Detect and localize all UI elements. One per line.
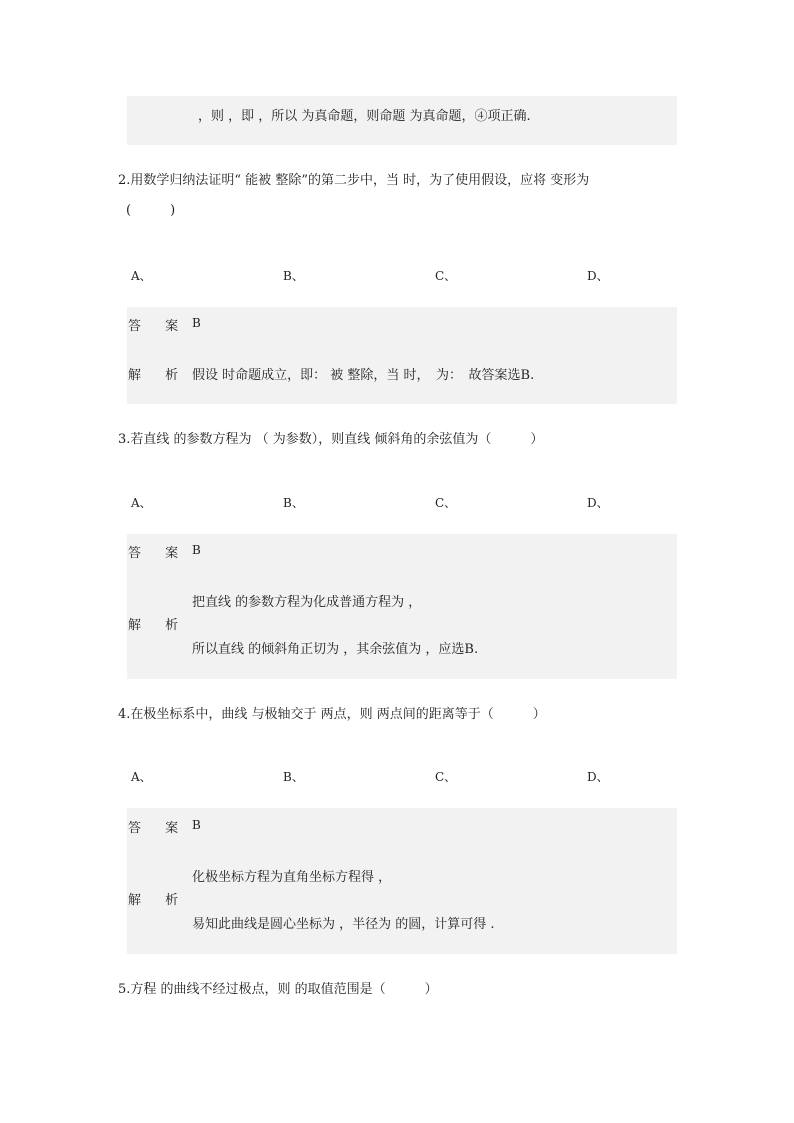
q5-stem-line1: 5.方程 的曲线不经过极点，则 的取值范围是（ ） [118,982,438,997]
q2-analysis-label: 解 析 [128,368,189,383]
q2-option-d[interactable]: D、 [587,269,609,283]
q3-stem-line1: 3.若直线 的参数方程为 （ 为参数），则直线 倾斜角的余弦值为（ ） [118,432,544,447]
q2-option-a[interactable]: A、 [131,269,152,283]
q2-stem-line1: 2.用数学归纳法证明“ 能被 整除”的第二步中，当 时，为了使用假设，应将 变形为 [118,173,590,188]
q2-answer-value: B [192,316,201,330]
q4-analysis-label: 解 析 [128,893,189,908]
q3-analysis-line2: 所以直线 的倾斜角正切为 ，其余弦值为 ，应选B. [192,642,479,657]
q3-option-d[interactable]: D、 [587,496,609,510]
q2-option-c[interactable]: C、 [435,269,457,283]
q3-answer-label: 答 案 [128,546,189,561]
q1-analysis-text: ，则 ，即 ，所以 为真命题，则命题 为真命题，④项正确. [198,109,531,124]
q4-option-a[interactable]: A、 [131,770,152,784]
q4-option-c[interactable]: C、 [435,770,457,784]
q3-analysis-line1: 把直线 的参数方程为化成普通方程为 ， [192,595,422,610]
q4-answer-value: B [192,818,201,832]
q3-analysis-label: 解 析 [128,618,189,633]
q4-option-b[interactable]: B、 [283,770,304,784]
q3-option-a[interactable]: A、 [131,496,152,510]
q3-answer-value: B [192,543,201,557]
q4-analysis-line2: 易知此曲线是圆心坐标为 ，半径为 的圆，计算可得 . [192,917,495,932]
q2-answer-label: 答 案 [128,319,189,334]
q3-option-b[interactable]: B、 [283,496,304,510]
q2-option-b[interactable]: B、 [283,269,304,283]
q4-analysis-line1: 化极坐标方程为直角坐标方程得 ， [192,870,392,885]
q2-stem-line2: ( ) [126,203,176,218]
q4-stem-line1: 4.在极坐标系中，曲线 与极轴交于 两点，则 两点间的距离等于（ ） [118,707,546,722]
q4-option-d[interactable]: D、 [587,770,609,784]
q4-answer-label: 答 案 [128,821,189,836]
q2-solution-box [127,307,677,404]
q2-analysis-line1: 假设 时命题成立，即： 被 整除，当 时， 为： 故答案选B. [192,368,535,383]
q3-option-c[interactable]: C、 [435,496,457,510]
